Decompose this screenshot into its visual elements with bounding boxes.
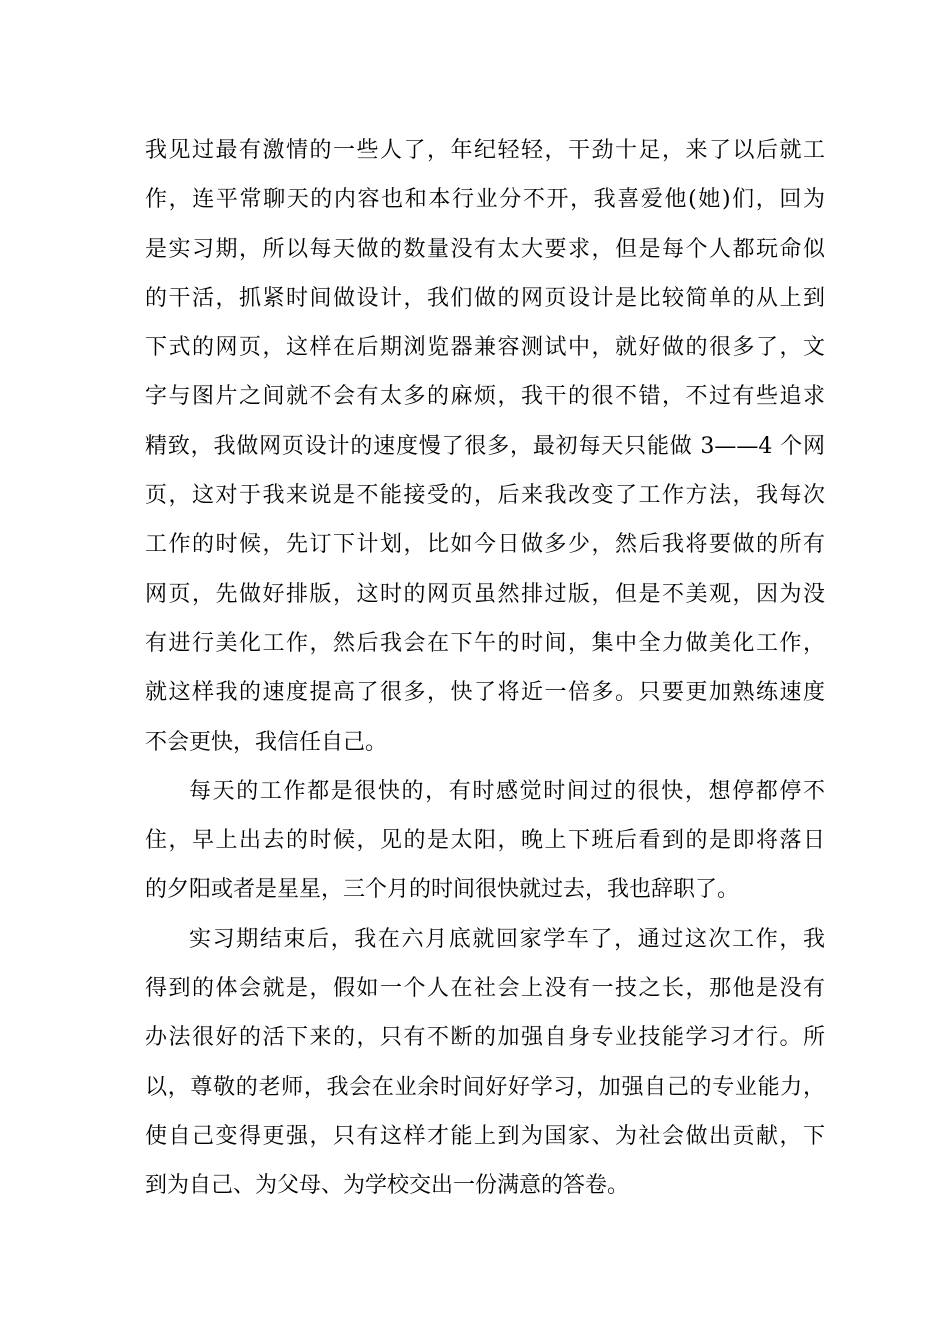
text-line: 实习期结束后，我在六月底就回家学车了，通过这次工作，我 xyxy=(189,926,825,952)
text-line: 作，连平常聊天的内容也和本行业分不开，我喜爱他(她)们，回为 xyxy=(145,187,825,213)
text-line: 到为自己、为父母、为学校交出一份满意的答卷。 xyxy=(145,1173,630,1199)
text-line: 页，这对于我来说是不能接受的，后来我改变了工作方法，我每次 xyxy=(145,483,825,509)
text-line: 办法很好的活下来的，只有不断的加强自身专业技能学习才行。所 xyxy=(145,1025,825,1051)
text-line: 下式的网页，这样在后期浏览器兼容测试中，就好做的很多了，文 xyxy=(145,335,825,361)
text-line: 使自己变得更强，只有这样才能上到为国家、为社会做出贡献，下 xyxy=(145,1123,825,1149)
text-line: 有进行美化工作，然后我会在下午的时间，集中全力做美化工作， xyxy=(145,630,825,656)
text-line: 是实习期，所以每天做的数量没有太大要求，但是每个人都玩命似 xyxy=(145,236,825,262)
paragraph-2 xyxy=(145,767,825,915)
text-line: 得到的体会就是，假如一个人在社会上没有一技之长，那他是没有 xyxy=(145,976,825,1002)
text-line: 就这样我的速度提高了很多，快了将近一倍多。只要更加熟练速度 xyxy=(145,680,825,706)
text-line: 工作的时候，先订下计划，比如今日做多少，然后我将要做的所有 xyxy=(145,532,825,558)
paragraph-1 xyxy=(145,126,825,767)
text-line: 的干活，抓紧时间做设计，我们做的网页设计是比较简单的从上到 xyxy=(145,285,825,311)
paragraph-3 xyxy=(145,915,825,1211)
document-body xyxy=(145,126,825,1211)
text-line: 不会更快，我信任自己。 xyxy=(145,729,388,755)
text-line: 每天的工作都是很快的，有时感觉时间过的很快，想停都停不 xyxy=(189,778,825,804)
text-line: 字与图片之间就不会有太多的麻烦，我干的很不错，不过有些追求 xyxy=(145,384,825,410)
text-line: 网页，先做好排版，这时的网页虽然排过版，但是不美观，因为没 xyxy=(145,581,825,607)
text-line: 以，尊敬的老师，我会在业余时间好好学习，加强自己的专业能力， xyxy=(145,1074,825,1100)
text-line: 我见过最有激情的一些人了，年纪轻轻，干劲十足，来了以后就工 xyxy=(145,138,825,163)
text-line: 住，早上出去的时候，见的是太阳，晚上下班后看到的是即将落日 xyxy=(145,828,825,854)
text-line: 精致，我做网页设计的速度慢了很多，最初每天只能做 3——4 个网 xyxy=(145,433,825,459)
text-line: 的夕阳或者是星星，三个月的时间很快就过去，我也辞职了。 xyxy=(145,877,740,903)
